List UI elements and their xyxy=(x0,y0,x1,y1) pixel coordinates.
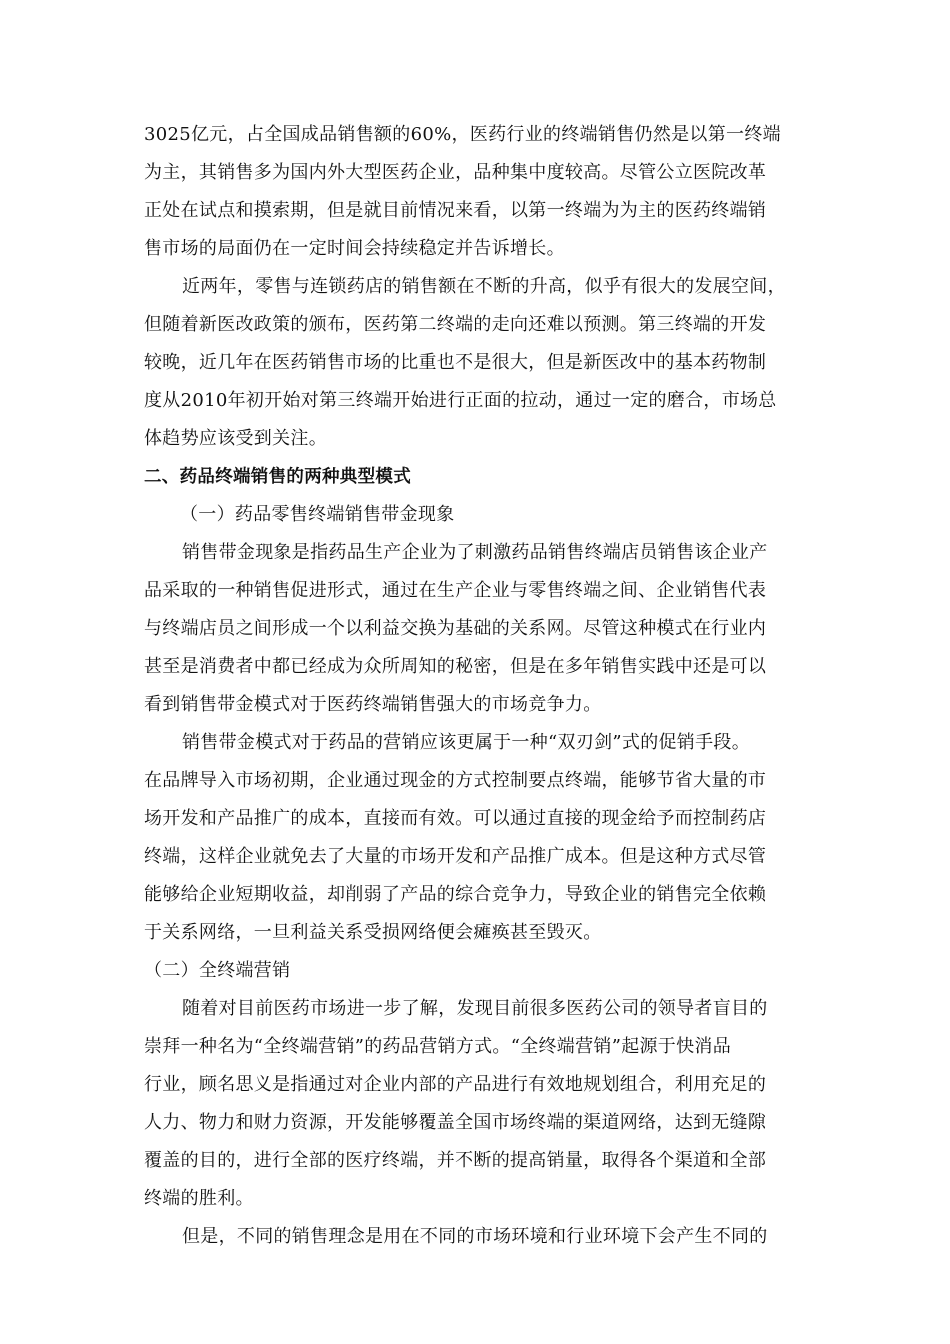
text-line: 看到销售带金模式对于医药终端销售强大的市场竞争力。 xyxy=(144,694,602,715)
text-line: 3025亿元，占全国成品销售额的60%，医药行业的终端销售仍然是以第一终端 xyxy=(144,124,781,145)
text-line: 在品牌导入市场初期，企业通过现金的方式控制要点终端，能够节省大量的市 xyxy=(144,770,767,791)
text-line: 但随着新医改政策的颁布，医药第二终端的走向还难以预测。第三终端的开发 xyxy=(144,314,767,335)
text-line: 崇拜一种名为“全终端营销”的药品营销方式。“全终端营销”起源于快消品 xyxy=(144,1036,732,1057)
text-line: 销售带金现象是指药品生产企业为了刺激药品销售终端店员销售该企业产 xyxy=(182,542,768,563)
text-line: 终端，这样企业就免去了大量的市场开发和产品推广成本。但是这种方式尽管 xyxy=(144,846,767,867)
text-line: 甚至是消费者中都已经成为众所周知的秘密，但是在多年销售实践中还是可以 xyxy=(144,656,767,677)
text-line: 近两年，零售与连锁药店的销售额在不断的升高，似乎有很大的发展空间， xyxy=(182,276,786,297)
text-line: 度从2010年初开始对第三终端开始进行正面的拉动，通过一定的磨合，市场总 xyxy=(144,390,777,411)
section-heading: 二、药品终端销售的两种典型模式 xyxy=(144,467,411,487)
text-line: 与终端店员之间形成一个以利益交换为基础的关系网。尽管这种模式在行业内 xyxy=(144,618,767,639)
text-line: 销售带金模式对于药品的营销应该更属于一种“双刃剑”式的促销手段。 xyxy=(182,732,751,753)
text-line: 较晚，近几年在医药销售市场的比重也不是很大，但是新医改中的基本药物制 xyxy=(144,352,767,373)
subsection-heading: （一）药品零售终端销售带金现象 xyxy=(180,504,455,525)
text-line: 体趋势应该受到关注。 xyxy=(144,428,327,449)
paragraph xyxy=(144,724,814,952)
subsection-heading: （二）全终端营销 xyxy=(144,960,291,981)
text-line: 正处在试点和摸索期，但是就目前情况来看，以第一终端为为主的医药终端销 xyxy=(144,200,767,221)
text-line: 能够给企业短期收益，却削弱了产品的综合竞争力，导致企业的销售完全依赖 xyxy=(144,884,767,905)
text-line: 行业，顾名思义是指通过对企业内部的产品进行有效地规划组合，利用充足的 xyxy=(144,1074,767,1095)
paragraph xyxy=(144,116,814,268)
document-body xyxy=(144,116,814,1256)
paragraph xyxy=(144,534,814,724)
paragraph xyxy=(144,268,814,458)
paragraph xyxy=(144,990,814,1218)
text-line: 品采取的一种销售促进形式，通过在生产企业与零售终端之间、企业销售代表 xyxy=(144,580,767,601)
text-line: 终端的胜利。 xyxy=(144,1188,254,1209)
text-line: 售市场的局面仍在一定时间会持续稳定并告诉增长。 xyxy=(144,238,565,259)
text-line: 但是，不同的销售理念是用在不同的市场环境和行业环境下会产生不同的 xyxy=(182,1226,768,1247)
text-line: 随着对目前医药市场进一步了解，发现目前很多医药公司的领导者盲目的 xyxy=(182,998,768,1019)
text-line: 于关系网络，一旦利益关系受损网络便会瘫痪甚至毁灭。 xyxy=(144,922,602,943)
text-line: 覆盖的目的，进行全部的医疗终端，并不断的提高销量，取得各个渠道和全部 xyxy=(144,1150,767,1171)
text-line: 场开发和产品推广的成本，直接而有效。可以通过直接的现金给予而控制药店 xyxy=(144,808,767,829)
text-line: 为主，其销售多为国内外大型医药企业，品种集中度较高。尽管公立医院改革 xyxy=(144,162,767,183)
paragraph xyxy=(144,1218,814,1256)
text-line: 人力、物力和财力资源，开发能够覆盖全国市场终端的渠道网络，达到无缝隙 xyxy=(144,1112,767,1133)
